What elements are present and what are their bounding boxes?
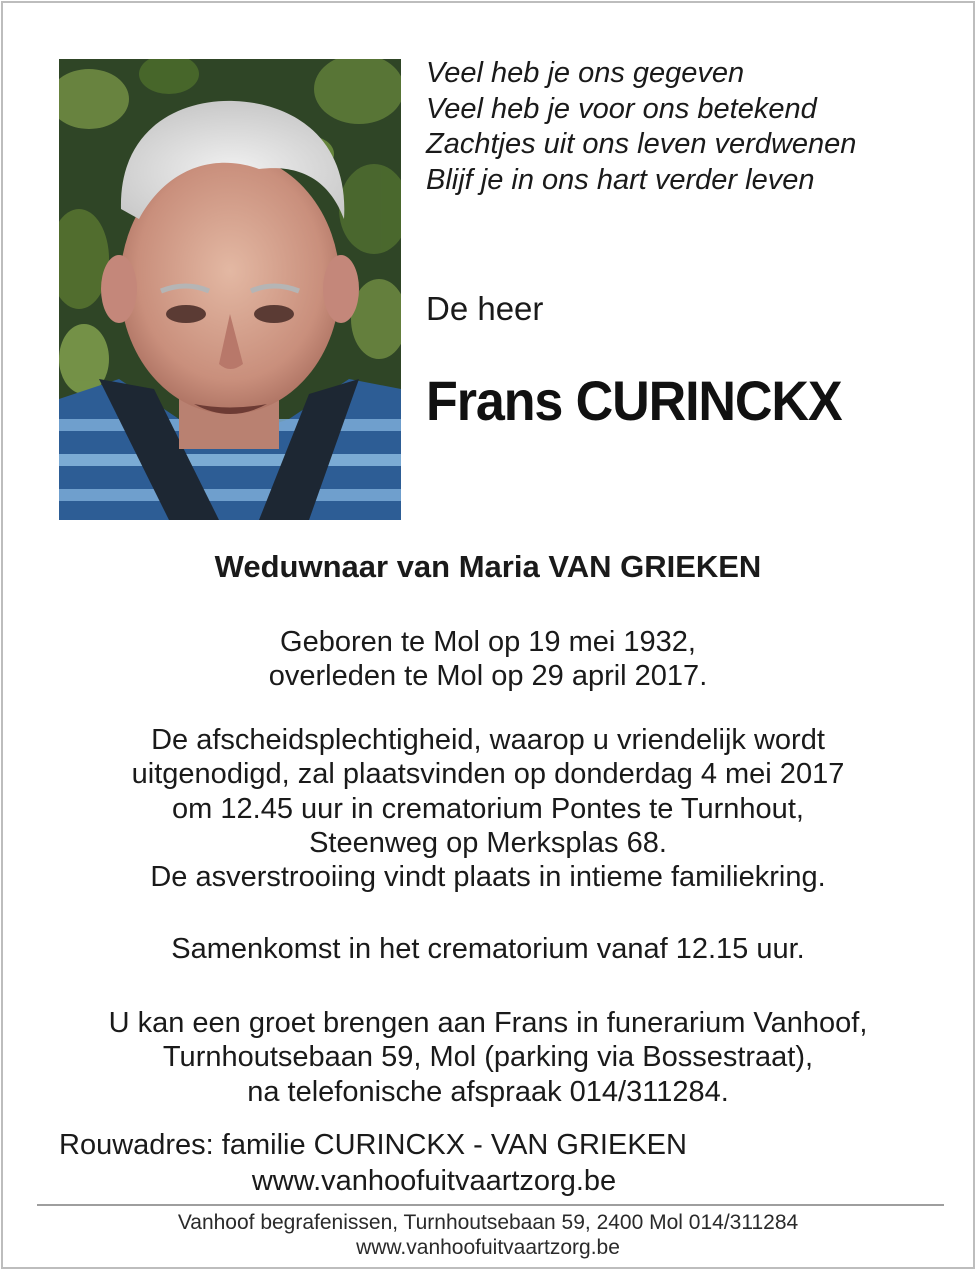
- visitation-line: U kan een groet brengen aan Frans in funerarium Vanhoof,: [108, 1007, 868, 1039]
- portrait-illustration: [59, 59, 401, 520]
- portrait-photo: [59, 59, 401, 520]
- ceremony-line: Steenweg op Merksplas 68.: [309, 826, 667, 859]
- ceremony-line: De asverstrooiing vindt plaats in intieme familiekring.: [150, 861, 826, 894]
- poem-line: Veel heb je voor ons betekend: [426, 92, 817, 125]
- poem-line: Blijf je in ons hart verder leven: [426, 163, 815, 196]
- visitation-line: Turnhoutsebaan 59, Mol (parking via Bossestraat),: [162, 1041, 814, 1074]
- birth-line: Geboren te Mol op 19 mei 1932,: [280, 626, 696, 658]
- poem-line: Zachtjes uit ons leven verdwenen: [426, 128, 857, 160]
- visitation-line: na telefonische afspraak 014/311284.: [247, 1075, 729, 1108]
- deceased-name: Frans CURINCKX: [426, 369, 842, 432]
- ceremony-line: uitgenodigd, zal plaatsvinden op donderdag 4 mei 2017: [131, 758, 845, 791]
- gathering-line: Samenkomst in het crematorium vanaf 12.15 uur.: [171, 933, 805, 965]
- birth-death-block: [0, 625, 976, 694]
- honorific: De heer: [426, 290, 544, 327]
- ceremony-line: om 12.45 uur in crematorium Pontes te Turnhout,: [172, 792, 804, 825]
- footer-website-link[interactable]: www.vanhoofuitvaartzorg.be: [356, 1236, 620, 1259]
- ceremony-block: [0, 723, 976, 894]
- poem: [426, 56, 966, 198]
- website-link[interactable]: www.vanhoofuitvaartzorg.be: [251, 1165, 617, 1197]
- visitation-block: [0, 1006, 976, 1109]
- poem-line: Veel heb je ons gegeven: [426, 57, 745, 89]
- mourning-address: Rouwadres: familie CURINCKX - VAN GRIEKEN: [59, 1129, 687, 1161]
- divider: [37, 1204, 944, 1206]
- footer-company: Vanhoof begrafenissen, Turnhoutsebaan 59, 2400 Mol 014/311284: [177, 1211, 799, 1234]
- widower-line: Weduwnaar van Maria VAN GRIEKEN: [214, 549, 762, 584]
- death-line: overleden te Mol op 29 april 2017.: [268, 660, 708, 693]
- ceremony-line: De afscheidsplechtigheid, waarop u vriendelijk wordt: [151, 724, 825, 756]
